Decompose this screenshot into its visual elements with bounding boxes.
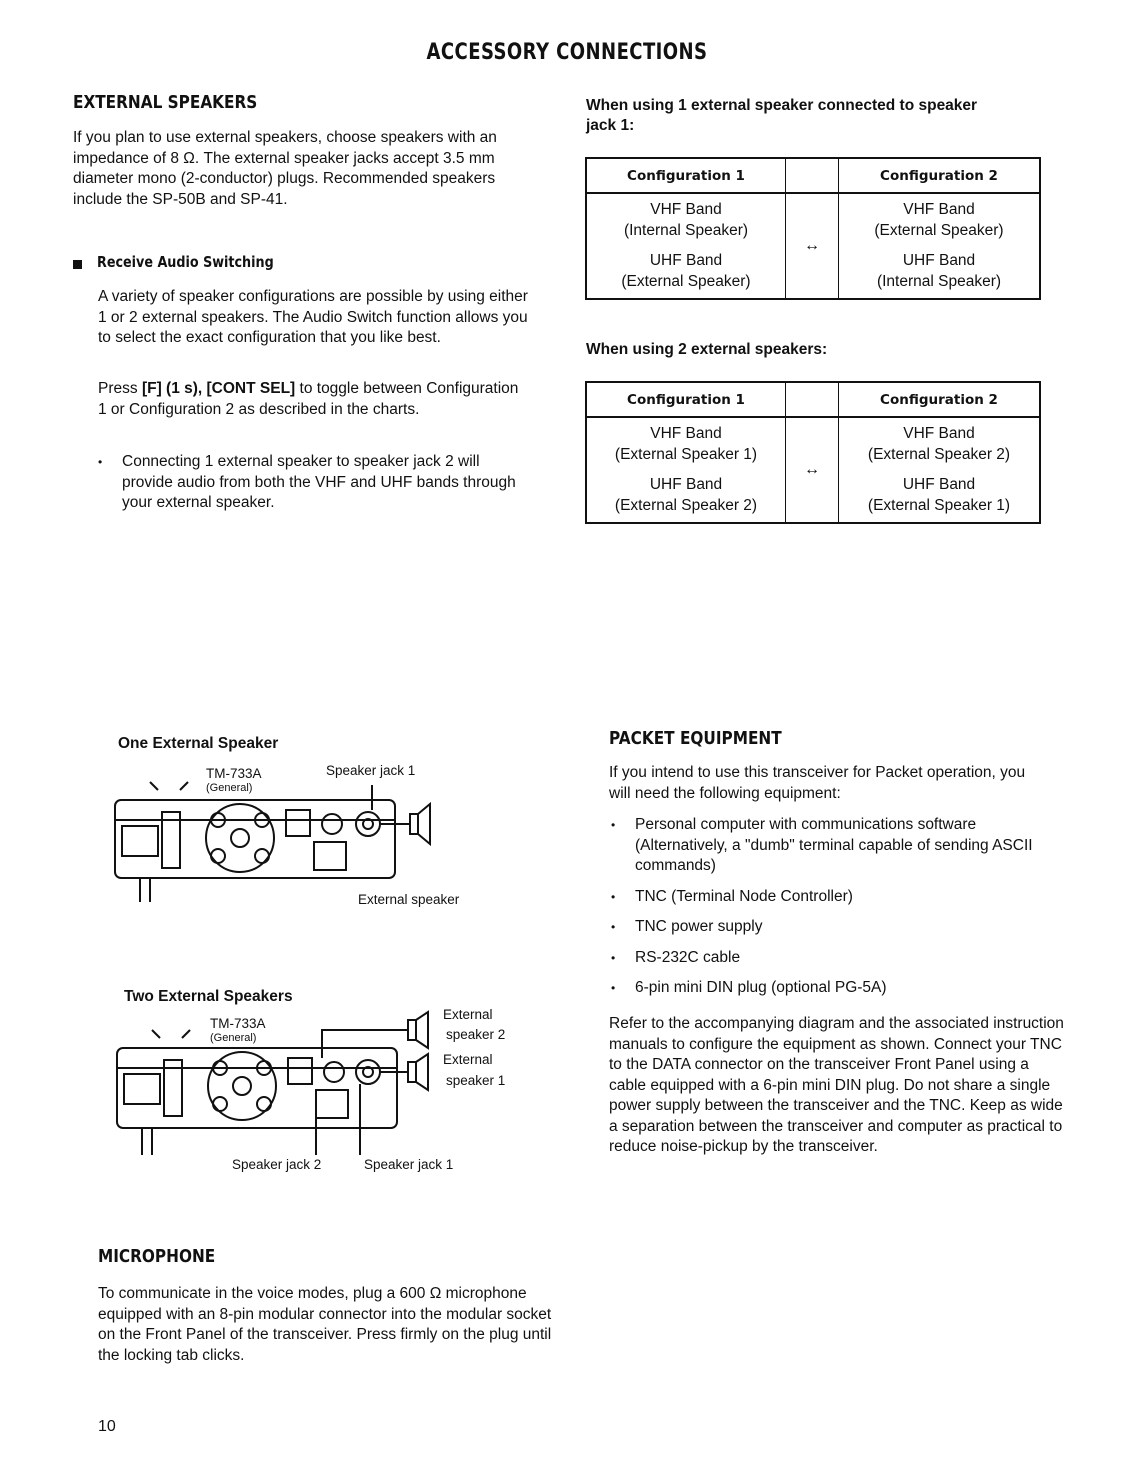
cell-line: (External Speaker 1) xyxy=(867,496,1011,514)
cell-line: UHF Band xyxy=(902,252,976,269)
cell-line: (External Speaker) xyxy=(621,272,751,290)
list-item: • TNC power supply xyxy=(609,917,1064,938)
table-two-header-2: Configuration 2 xyxy=(839,382,1041,417)
cell-line: (External Speaker) xyxy=(874,221,1004,239)
table-one-header-2: Configuration 2 xyxy=(839,158,1041,193)
page-number: 10 xyxy=(98,1418,116,1435)
cell-line: VHF Band xyxy=(903,201,975,218)
figure-two-ext2-line1: External xyxy=(443,1007,493,1022)
cell-line: UHF Band xyxy=(649,476,723,493)
press-prefix: Press xyxy=(98,380,142,397)
table-two-config-2 xyxy=(839,417,1041,523)
cell-line: (External Speaker 2) xyxy=(867,445,1011,463)
figure-two-variant: (General) xyxy=(210,1032,257,1044)
list-item: • RS-232C cable xyxy=(609,948,1064,969)
figure-two-ext1-line2: speaker 1 xyxy=(446,1073,506,1088)
list-item: • Personal computer with communications software (Alternatively, a "dumb" terminal capable of sending ASCII commands) xyxy=(609,815,1064,877)
table-two-header-spacer xyxy=(786,382,839,417)
figure-two-title: Two External Speakers xyxy=(124,988,293,1005)
microphone-body: To communicate in the voice modes, plug a 600 Ω microphone equipped with an 8-pin modular connector into the modular socket on the Front Panel of the transceiver. Press firmly on the plug until the locking tab clicks. xyxy=(98,1285,552,1364)
cell-line: (Internal Speaker) xyxy=(623,221,749,239)
figure-one-title: One External Speaker xyxy=(118,735,279,752)
square-bullet-icon xyxy=(73,260,82,269)
swap-arrow-icon: ↔ xyxy=(786,193,839,299)
packet-body: Refer to the accompanying diagram and the associated instruction manuals to configure the equipment as shown. Connect your TNC to the DATA connector on the transceiver Front Panel using a cable equipped with a 6-pin mini DIN plug. Do not share a single power supply between the transceiver and the TNC. Keep as wide a separation between the transceiver and computer as practical to reduce noise-pickup by the transceiver. xyxy=(609,1015,1064,1155)
cell-line: (External Speaker 1) xyxy=(614,445,758,463)
switching-text: A variety of speaker configurations are possible by using either 1 or 2 external speakers. The Audio Switch function allows you to select the exact configuration that you like best. xyxy=(98,288,528,346)
packet-equipment-list xyxy=(609,815,1064,1009)
figure-two-ext1-line1: External xyxy=(443,1052,493,1067)
table-one-header-1: Configuration 1 xyxy=(586,158,786,193)
config-table-two xyxy=(585,381,1041,524)
table-two-header-1: Configuration 1 xyxy=(586,382,786,417)
external-speakers-heading: EXTERNAL SPEAKERS xyxy=(73,92,258,113)
microphone-heading: MICROPHONE xyxy=(98,1246,216,1267)
note-item: • Connecting 1 external speaker to speaker jack 2 will provide audio from both the VHF and UHF bands through your external speaker. xyxy=(96,452,530,514)
cell-line: VHF Band xyxy=(903,425,975,442)
cell-line: (Internal Speaker) xyxy=(876,272,1002,290)
table-two-caption: When using 2 external speakers: xyxy=(586,341,828,358)
external-speakers-intro: If you plan to use external speakers, choose speakers with an impedance of 8 Ω. The external speaker jacks accept 3.5 mm diameter mono (2-conductor) plugs. Recommended speakers include the SP-50B and SP-41. xyxy=(73,129,497,208)
cell-line: (External Speaker 2) xyxy=(614,496,758,514)
figure-one-transceiver-diagram xyxy=(110,780,450,905)
cell-line: VHF Band xyxy=(650,201,722,218)
config-table-one xyxy=(585,157,1041,300)
figure-two-transceiver-diagram xyxy=(112,1010,442,1160)
packet-equipment-heading: PACKET EQUIPMENT xyxy=(609,728,782,749)
figure-two-model: TM-733A xyxy=(210,1016,266,1031)
table-one-config-1 xyxy=(586,193,786,299)
cell-line: UHF Band xyxy=(902,476,976,493)
table-one-config-2 xyxy=(839,193,1041,299)
press-suffix: to toggle between Configuration 1 or Configuration 2 as described in the charts. xyxy=(98,380,519,418)
figure-one-jack-label: Speaker jack 1 xyxy=(326,763,416,778)
figure-two-ext2-line2: speaker 2 xyxy=(446,1027,506,1042)
figure-one-speaker-label: External speaker xyxy=(358,892,460,907)
cell-line: UHF Band xyxy=(649,252,723,269)
note-list xyxy=(96,452,530,524)
figure-one-variant: (General) xyxy=(206,782,253,794)
figure-two-jack2-label: Speaker jack 2 xyxy=(232,1157,322,1172)
press-keys: [F] (1 s), [CONT SEL] xyxy=(141,380,296,397)
list-item: • TNC (Terminal Node Controller) xyxy=(609,887,1064,908)
page-title: ACCESSORY CONNECTIONS xyxy=(426,40,708,65)
figure-one-model: TM-733A xyxy=(206,766,262,781)
packet-intro: If you intend to use this transceiver for Packet operation, you will need the following equipment: xyxy=(609,764,1026,802)
figure-two-jack1-label: Speaker jack 1 xyxy=(364,1157,454,1172)
swap-arrow-icon: ↔ xyxy=(786,417,839,523)
table-one-caption: When using 1 external speaker connected to speaker jack 1: xyxy=(586,97,978,134)
press-instruction xyxy=(98,379,528,420)
receive-audio-switching-heading: Receive Audio Switching xyxy=(97,253,274,271)
list-item: • 6-pin mini DIN plug (optional PG-5A) xyxy=(609,978,1064,999)
cell-line: VHF Band xyxy=(650,425,722,442)
table-one-header-spacer xyxy=(786,158,839,193)
table-two-config-1 xyxy=(586,417,786,523)
